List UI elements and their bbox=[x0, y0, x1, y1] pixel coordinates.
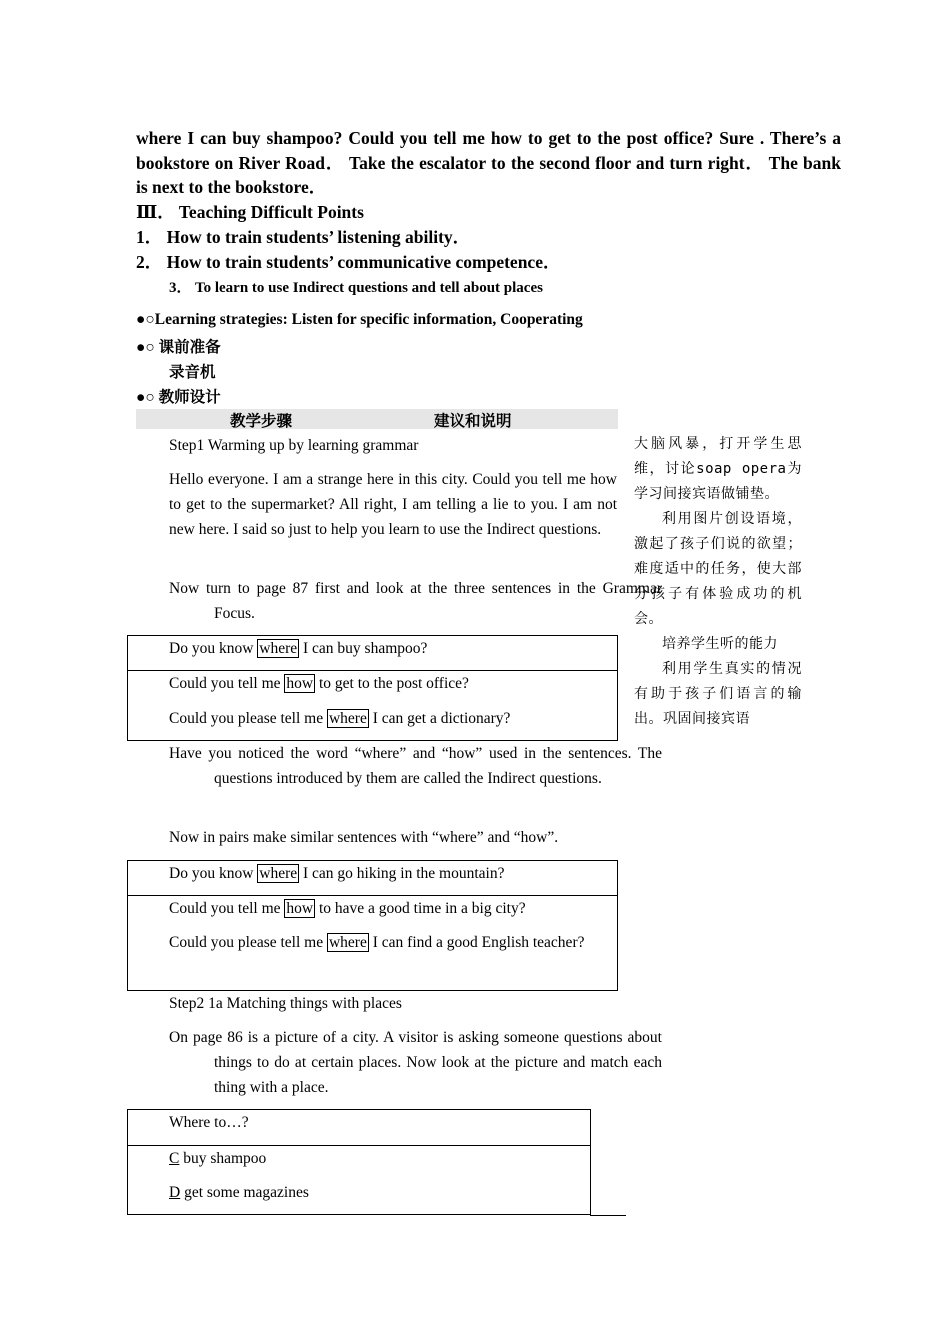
focus-sentence-1: Do you know where I can buy shampoo? bbox=[169, 640, 428, 657]
side-notes bbox=[634, 432, 802, 732]
learning-strategies: ●○Learning strategies: Listen for specific information, Cooperating bbox=[136, 311, 583, 328]
difficult-point-2: 2． How to train students’ communicative competence． bbox=[136, 252, 561, 272]
matching-row-1: C buy shampoo bbox=[169, 1150, 267, 1167]
matching-table-title: Where to…? bbox=[169, 1114, 249, 1131]
side-note-1: 大脑风暴，打开学生思维，讨论soap opera为学习间接宾语做铺垫。 bbox=[634, 436, 802, 502]
focus-sentence-3: Could you please tell me where I can get a dictionary? bbox=[169, 710, 511, 727]
keyword-where: where bbox=[259, 640, 298, 657]
table-header bbox=[136, 409, 618, 429]
step1-pairs-instruction: Now in pairs make similar sentences with “where” and “how”. bbox=[169, 829, 559, 846]
matching-row-2: D get some magazines bbox=[169, 1184, 309, 1201]
answer-letter: C bbox=[169, 1150, 180, 1167]
header-steps: 教学步骤 bbox=[230, 413, 293, 430]
pair-sentence-1: Do you know where I can go hiking in the mountain? bbox=[169, 865, 505, 882]
difficult-point-1: 1． How to train students’ listening ability． bbox=[136, 227, 471, 247]
teacher-design-label: ●○ 教师设计 bbox=[136, 389, 221, 406]
step2-paragraph: On page 86 is a picture of a city. A visitor is asking someone questions about things to do at certain places. Now look at the picture and match each thing with a place. bbox=[169, 1029, 662, 1096]
step1-notice-paragraph: Have you noticed the word “where” and “how” used in the sentences. The questions introduced by them are called the Indirect questions. bbox=[169, 745, 662, 787]
side-note-2: 利用图片创设语境，激起了孩子们说的欲望；难度适中的任务，使大部分孩子有体验成功的机会。 bbox=[634, 511, 802, 627]
step1-grammar-instruction: Now turn to page 87 first and look at the three sentences in the Grammar Focus. bbox=[169, 580, 662, 622]
preparation-label: ●○ 课前准备 bbox=[136, 339, 221, 356]
table-bottom-rule bbox=[590, 1215, 626, 1216]
keyword-where: where bbox=[259, 865, 298, 882]
keyword-how: how bbox=[286, 900, 314, 917]
step1-intro-paragraph: Hello everyone. I am a strange here in this city. Could you tell me how to get to the supermarket? All right, I am telling a lie to you. I am not new here. I said so just to help you learn to use the Indirect questions. bbox=[169, 471, 617, 538]
difficult-point-3: 3． To learn to use Indirect questions and tell about places bbox=[169, 280, 543, 296]
preparation-item: 录音机 bbox=[169, 364, 216, 381]
pair-sentence-2: Could you tell me how to have a good time in a big city? bbox=[169, 900, 526, 917]
step2-title: Step2 1a Matching things with places bbox=[169, 995, 402, 1012]
header-notes: 建议和说明 bbox=[434, 413, 512, 430]
side-note-3: 培养学生听的能力 bbox=[662, 636, 778, 652]
step1-title: Step1 Warming up by learning grammar bbox=[169, 437, 419, 454]
intro-paragraph: where I can buy shampoo? Could you tell me how to get to the post office? Sure . There’s a bookstore on River Road． Take the escalator to the second floor and turn right． The bank is next to the bookstore． bbox=[136, 128, 841, 198]
answer-letter: D bbox=[169, 1184, 181, 1201]
difficult-points-heading: Ⅲ． Teaching Difficult Points bbox=[136, 202, 364, 222]
keyword-where: where bbox=[328, 710, 367, 727]
focus-sentence-2: Could you tell me how to get to the post office? bbox=[169, 675, 469, 692]
keyword-where: where bbox=[328, 934, 367, 951]
side-note-4: 利用学生真实的情况有助于孩子们语言的输出。巩固间接宾语 bbox=[634, 661, 802, 727]
keyword-how: how bbox=[286, 675, 314, 692]
pair-sentence-3: Could you please tell me where I can find a good English teacher? bbox=[169, 934, 585, 951]
